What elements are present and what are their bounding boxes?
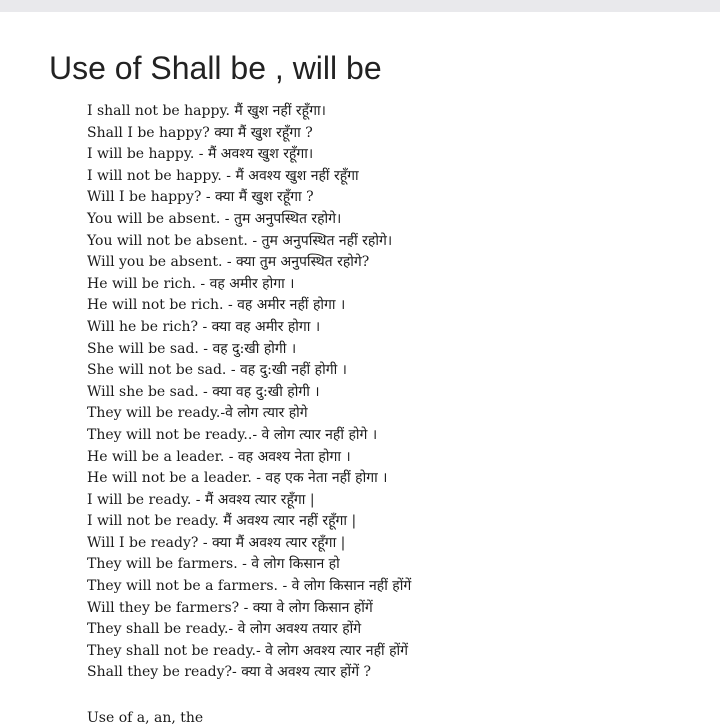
sentence-line: She will not be sad. - वह दु:खी नहीं होगी ।	[87, 362, 347, 379]
sentence-list	[87, 101, 411, 684]
sentence-line: I shall not be happy. मैं खुश नहीं रहूँगा।	[87, 103, 326, 119]
sentence-line: Shall they be ready?- क्या वे अवश्य त्यार होंगें ?	[87, 664, 372, 681]
sentence-line: They will not be ready..- वे लोग त्यार नहीं होगे ।	[87, 426, 378, 443]
sentence-line: Will I be happy? - क्या मैं खुश रहूँगा ?	[87, 189, 314, 206]
sentence-line: I will be happy. - मैं अवश्य खुश रहूँगा।	[87, 146, 314, 163]
sentence-line: They shall be ready.- वे लोग अवश्य तयार होंगे	[87, 621, 362, 638]
sentence-line: They shall not be ready.- वे लोग अवश्य त्यार नहीं होंगें	[87, 642, 409, 659]
sentence-line: Will they be farmers? - क्या वे लोग किसान होंगें	[87, 599, 373, 616]
sentence-line: Will you be absent. - क्या तुम अनुपस्थित रहोगे?	[87, 254, 370, 271]
sentence-line: They will be farmers. - वे लोग किसान हो	[87, 556, 340, 573]
sentence-line: They will be ready.-वे लोग त्यार होगे	[87, 405, 308, 422]
sentence-line: He will be a leader. - वह अवश्य नेता होगा ।	[87, 448, 351, 465]
sentence-line: Will she be sad. - क्या वह दु:खी होगी ।	[87, 383, 320, 400]
sentence-line: I will be ready. - मैं अवश्य त्यार रहूँगा |	[87, 491, 315, 508]
sentence-line: You will not be absent. - तुम अनुपस्थित नहीं रहोगे।	[87, 232, 393, 249]
sentence-line: They will not be a farmers. - वे लोग किसान नहीं होंगें	[87, 578, 412, 595]
top-bar	[0, 0, 720, 12]
sentence-line: Shall I be happy? क्या मैं खुश रहूँगा ?	[87, 124, 313, 141]
sentence-line: Will he be rich? - क्या वह अमीर होगा ।	[87, 318, 321, 335]
sentence-line: He will be rich. - वह अमीर होगा ।	[87, 275, 295, 292]
sentence-line: You will be absent. - तुम अनुपस्थित रहोगे।	[87, 210, 342, 227]
sentence-line: Will I be ready? - क्या मैं अवश्य त्यार रहूँगा |	[87, 534, 346, 551]
page-title: Use of Shall be , will be	[49, 50, 382, 86]
sentence-line: She will be sad. - वह दु:खी होगी ।	[87, 340, 297, 357]
sentence-line: He will not be a leader. - वह एक नेता नहीं होगा ।	[87, 470, 388, 487]
sentence-line: I will not be happy. - मैं अवश्य खुश नहीं रहूँगा	[87, 167, 359, 184]
sentence-line: I will not be ready. मैं अवश्य त्यार नहीं रहूँगा |	[87, 513, 357, 530]
sentence-line: He will not be rich. - वह अमीर नहीं होगा ।	[87, 297, 346, 314]
next-section-heading: Use of a, an, the	[87, 710, 204, 726]
